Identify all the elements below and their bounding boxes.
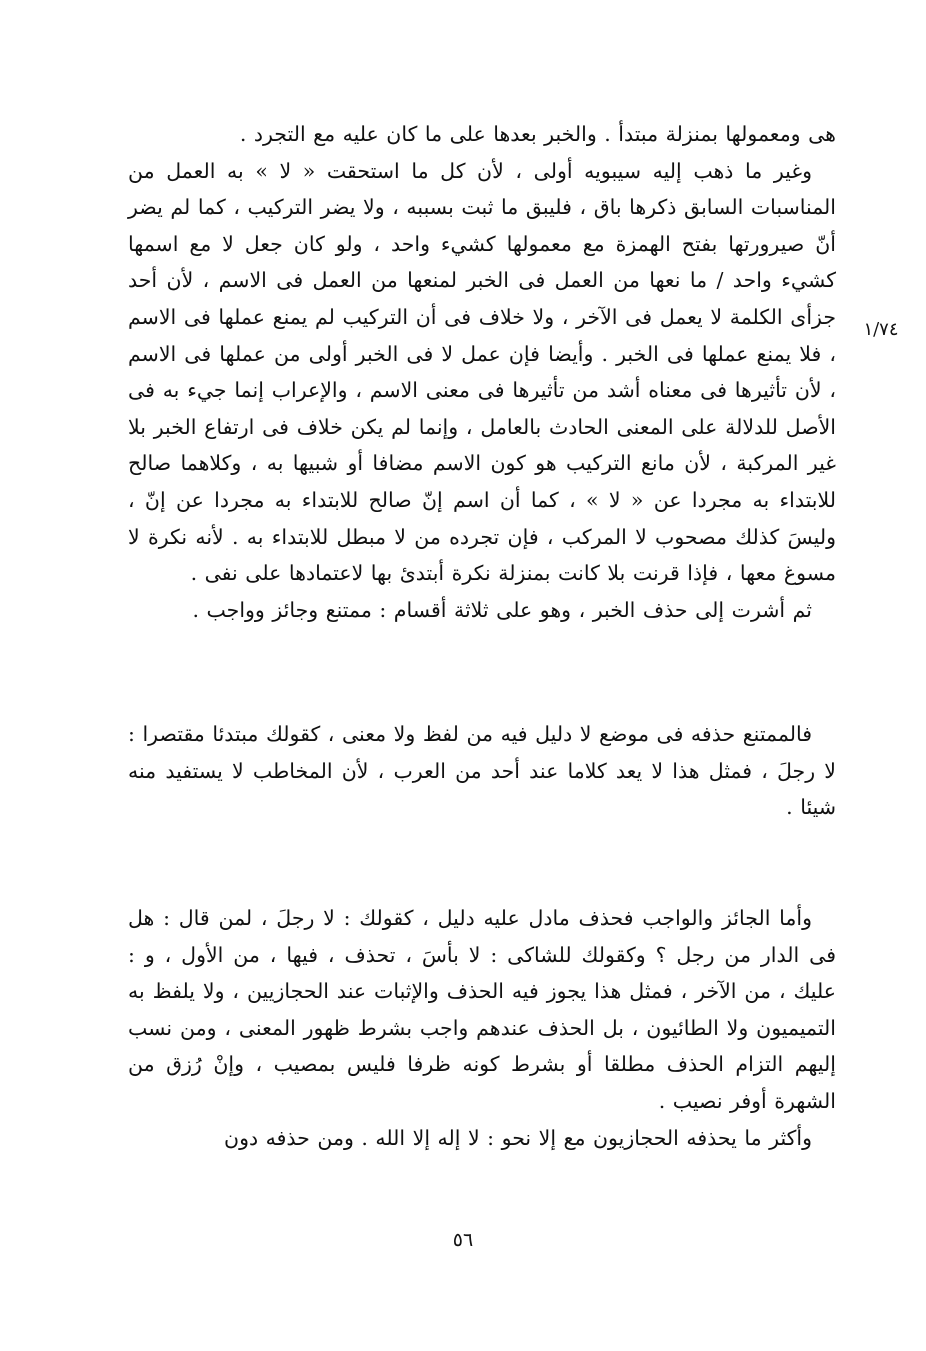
paragraph-5: وأما الجائز والواجب فحذف مادل عليه دليل ، كقولك : لا رجلَ ، لمن قال : هل فى الدار من رجل ؟ وكقولك للشاكى : لا بأسَ ، تحذف ، فيها ، من الأول ، و : عليك ، من الآخر ، فمثل هذا يجوز فيه الحذف والإثبات عند الحجازيين ، ولا يلفظ به التميميون ولا الطائيون ، بل الحذف عندهم واجب بشرط ظهور المعنى ، ومن نسب إليهم التزام الحذف مطلقا أو بشرط كونه ظرفا فليس بمصيب ، وإنْ رُزق من الشهرة أوفر نصيب . — [128, 906, 836, 1113]
text-block-middle — [128, 716, 836, 826]
paragraph-2: وغير ما ذهب إليه سيبويه أولى ، لأن كل ما استحقت « لا » به العمل من المناسبات السابق ذكرها باق ، فليبق ما ثبت بسببه ، ولا يضر التركيب ، كما لم يضر أنّ صيرورتها بفتح الهمزة مع معمولها كشيء واحد ، ولو كان جعل لا مع اسمها كشيء واحد / ما نعها من العمل فى الخبر لمنعها من العمل فى الاسم ، لأن أحد جزأى الكلمة لا يعمل فى الآخر ، ولا خلاف فى أن التركيب لم يمنع عملها فى الاسم ، فلا يمنع عملها فى الخبر . وأيضا فإن عمل لا فى الخبر أولى من عملها فى الاسم ، لأن تأثيرها فى معناه أشد من تأثيرها فى معنى الاسم ، والإعراب إنما جيء به فى الأصل للدلالة على المعنى الحادث بالعامل ، وإنما لم يكن خلاف فى ارتفاع الخبر بلا غير المركبة ، لأن مانع التركيب هو كون الاسم مضافا أو شبيها به ، وكلاهما صالح للابتداء به مجردا عن « لا » ، كما أن اسم إنّ صالح للابتداء به مجردا عن إنّ ، وليسَ كذلك مصحوب لا المركب ، فإن تجرده من لا مبطل للابتداء به . لأنه نكرة لا مسوغ معها ، فإذا قرنت بلا كانت بمنزلة نكرة أبتدئ بها لاعتمادها على نفى . — [128, 158, 836, 586]
paragraph-1: هى ومعمولها بمنزلة مبتدأ . والخبر بعدها على ما كان عليه مع التجرد . — [239, 122, 836, 146]
paragraph-3: ثم أشرت إلى حذف الخبر ، وهو على ثلاثة أقسام : ممتنع وجائز وواجب . — [192, 597, 812, 622]
paragraph-4: فالممتنع حذفه فى موضع لا دليل فيه من لفظ ولا معنى ، كقولك مبتدئا مقتصرا : لا رجلَ ، فمثل هذا لا يعد كلاما عند أحد من العرب ، لأن المخاطب لا يستفيد منه شيئا . — [128, 722, 836, 820]
text-block-bottom — [128, 900, 836, 1156]
paragraph-6: وأكثر ما يحذفه الحجازيون مع إلا نحو : لا إله إلا الله . ومن حذفه دون — [224, 1125, 812, 1150]
margin-reference-note: ١/٧٤ — [863, 319, 899, 340]
text-block-top — [128, 116, 836, 628]
page-number: ٥٦ — [452, 1229, 474, 1251]
